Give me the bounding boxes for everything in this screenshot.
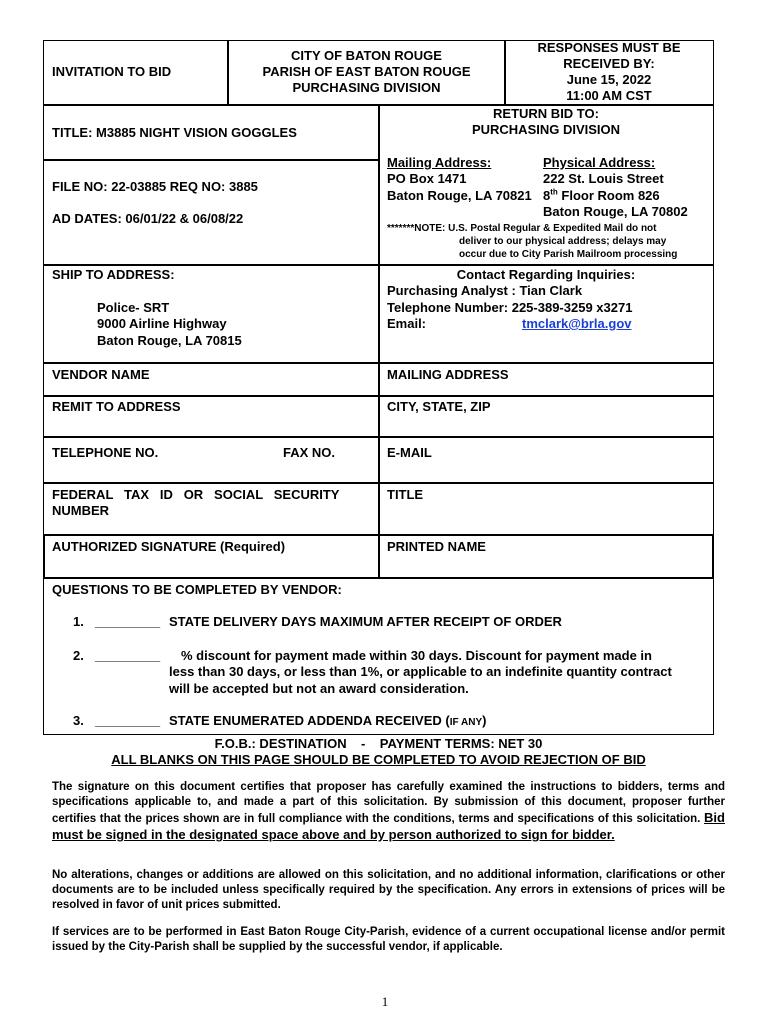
tax-id-label-1: FEDERAL TAX ID OR SOCIAL SECURITY — [52, 487, 340, 502]
city-line-1: CITY OF BATON ROUGE — [291, 48, 442, 63]
q1-text: STATE DELIVERY DAYS MAXIMUM AFTER RECEIPT OF ORDER — [169, 614, 562, 629]
note-line-1: *******NOTE: U.S. Postal Regular & Expedited Mail do not — [387, 223, 657, 234]
title-field-label: TITLE — [387, 487, 424, 502]
contact-email-link[interactable]: tmclark@brla.gov — [522, 316, 632, 331]
all-blanks-warning: ALL BLANKS ON THIS PAGE SHOULD BE COMPLETED TO AVOID REJECTION OF BID — [111, 752, 646, 767]
signature-emphasis: Bid must be signed in the designated space above and by person authorized to sign for bidder. — [52, 810, 725, 842]
responses-line-1: RESPONSES MUST BE — [537, 40, 681, 55]
telephone-label: TELEPHONE NO. — [52, 445, 159, 460]
questions-heading: QUESTIONS TO BE COMPLETED BY VENDOR: — [52, 582, 342, 597]
email-label: E-MAIL — [387, 445, 432, 460]
page-number: 1 — [381, 994, 389, 1009]
q3-blank[interactable]: _________ — [95, 713, 161, 728]
tax-id-label-2: NUMBER — [52, 503, 110, 518]
q2-line-1: % discount for payment made within 30 days. Discount for payment made in — [181, 648, 652, 663]
mailing-line-2: Baton Rouge, LA 70821 — [387, 188, 532, 203]
city-state-zip-label: CITY, STATE, ZIP — [387, 399, 491, 414]
printed-name-label: PRINTED NAME — [387, 539, 486, 554]
invitation-label: INVITATION TO BID — [52, 64, 172, 79]
physical-line-1: 222 St. Louis Street — [543, 171, 664, 186]
q2-blank[interactable]: _________ — [95, 648, 161, 663]
physical-heading: Physical Address: — [543, 155, 656, 170]
q2-number: 2. — [73, 648, 84, 663]
q1-number: 1. — [73, 614, 84, 629]
contact-email-label: Email: — [387, 316, 427, 331]
signature-label: AUTHORIZED SIGNATURE (Required) — [52, 539, 286, 554]
ad-dates: AD DATES: 06/01/22 & 06/08/22 — [52, 211, 244, 226]
physical-line-3: Baton Rouge, LA 70802 — [543, 204, 688, 219]
city-line-2: PARISH OF EAST BATON ROUGE — [262, 64, 471, 79]
ship-heading: SHIP TO ADDRESS: — [52, 267, 175, 282]
alterations-paragraph: No alterations, changes or additions are allowed on this solicitation, and no additional information, clarifications or other documents are to be included unless specifically required by the specification. Any errors in extensions of prices will be resolved in favor of unit prices submitted. — [52, 869, 725, 911]
ship-line-2: 9000 Airline Highway — [97, 316, 227, 331]
responses-line-4: 11:00 AM CST — [566, 88, 652, 103]
responses-line-2: RECEIVED BY: — [563, 56, 655, 71]
file-no: FILE NO: 22-03885 REQ NO: 3885 — [52, 179, 258, 194]
contact-heading: Contact Regarding Inquiries: — [456, 267, 636, 282]
contact-analyst: Purchasing Analyst : Tian Clark — [387, 283, 583, 298]
ship-line-3: Baton Rouge, LA 70815 — [97, 333, 242, 348]
return-bid-line-2: PURCHASING DIVISION — [471, 122, 621, 137]
q3-number: 3. — [73, 713, 84, 728]
q3-text: STATE ENUMERATED ADDENDA RECEIVED (IF ANY) — [169, 713, 487, 728]
bid-title: TITLE: M3885 NIGHT VISION GOGGLES — [52, 125, 297, 140]
physical-line-2: 8th Floor Room 826 — [543, 187, 660, 203]
services-paragraph: If services are to be performed in East Baton Rouge City-Parish, evidence of a current occupational license and/or permit issued by the City-Parish shall be supplied by the successful vendor, if applicable. — [52, 926, 725, 953]
note-line-2: deliver to our physical address; delays may — [459, 236, 667, 247]
remit-label: REMIT TO ADDRESS — [52, 399, 181, 414]
q1-blank[interactable]: _________ — [95, 614, 161, 629]
fax-label: FAX NO. — [283, 445, 336, 460]
vendor-name-label: VENDOR NAME — [52, 367, 150, 382]
certification-paragraph: The signature on this document certifies that proposer has carefully examined the instructions to bidders, terms and specifications applicable to, and made a part of this solicitation. By submission of this document, proposer further certifies that the prices shown are in full compliance with the conditions, terms and specifications of this solicitation. Bid must be signed in the designated space above and by person authorized to sign for bidder. — [52, 781, 725, 842]
q2-line-3: will be accepted but not an award consideration. — [169, 681, 469, 696]
mailing-line-1: PO Box 1471 — [387, 171, 467, 186]
return-bid-line-1: RETURN BID TO: — [493, 106, 599, 121]
ship-line-1: Police- SRT — [97, 300, 170, 315]
fob-terms: F.O.B.: DESTINATION - PAYMENT TERMS: NET 30 — [214, 736, 543, 751]
title-field-box[interactable] — [378, 482, 714, 536]
mailing-address-label: MAILING ADDRESS — [387, 367, 509, 382]
note-line-3: occur due to City Parish Mailroom processing — [459, 249, 678, 260]
city-line-3: PURCHASING DIVISION — [292, 80, 441, 95]
contact-phone: Telephone Number: 225-389-3259 x3271 — [387, 300, 633, 315]
mailing-heading: Mailing Address: — [387, 155, 492, 170]
responses-line-3: June 15, 2022 — [566, 72, 652, 87]
q2-line-2: less than 30 days, or less than 1%, or applicable to an indefinite quantity contract — [169, 664, 672, 679]
